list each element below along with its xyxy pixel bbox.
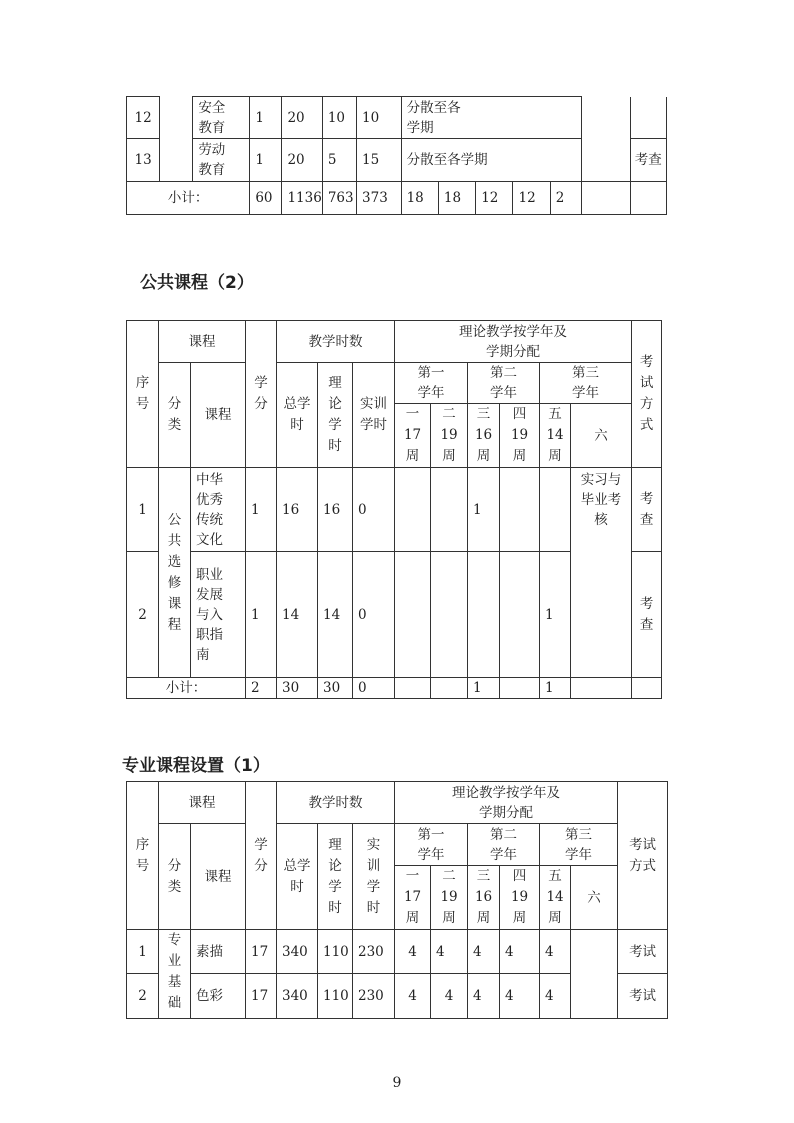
practice-hours-value: 230 [353, 930, 395, 974]
header-year2: 第二 学年 [468, 824, 540, 866]
course-name: 素描 [191, 930, 246, 974]
header-practice-hours: 实 训 学 时 [353, 824, 395, 930]
exam-cell: 考 查 [632, 468, 662, 552]
credit-value: 1 [250, 139, 282, 182]
subtotal-term5: 1 [540, 678, 571, 699]
header-course-name: 课程 [191, 824, 246, 930]
term5-value: 4 [540, 930, 571, 974]
header-theory-hours: 理 论 学 时 [318, 824, 353, 930]
row-number: 2 [127, 974, 159, 1019]
row-number: 1 [127, 930, 159, 974]
subtotal-row [127, 182, 667, 215]
header-distribution: 理论教学按学年及 学期分配 [395, 782, 618, 824]
subtotal-practice: 373 [357, 182, 402, 215]
theory-hours-value: 110 [318, 974, 353, 1019]
term2-value [431, 552, 468, 678]
term4-value: 4 [500, 974, 540, 1019]
section-title-professional-courses: 专业课程设置（1） [122, 756, 270, 776]
subtotal-theory: 763 [322, 182, 356, 215]
subtotal-term2 [431, 678, 468, 699]
table-public-courses [126, 320, 662, 699]
subtotal-term3: 1 [468, 678, 500, 699]
total-hours-value: 14 [277, 552, 318, 678]
header-term1: 一 17 周 [395, 404, 431, 468]
category-professional-foundation: 专 业 基 础 [159, 930, 191, 1019]
header-term2: 二 19 周 [431, 866, 468, 930]
header-theory-hours: 理 论 学 时 [318, 363, 353, 468]
subtotal-practice: 0 [353, 678, 395, 699]
table-row [127, 930, 668, 974]
subtotal-term2: 18 [438, 182, 475, 215]
subtotal-total: 30 [277, 678, 318, 699]
subtotal-term5: 2 [550, 182, 581, 215]
subtotal-total: 1136 [282, 182, 322, 215]
row-number: 1 [127, 468, 159, 552]
header-credit: 学 分 [246, 782, 277, 930]
header-term6: 六 [571, 866, 618, 930]
practice-hours-value: 0 [353, 552, 395, 678]
header-row [127, 363, 662, 404]
subtotal-term3: 12 [476, 182, 513, 215]
practice-hours-value: 230 [353, 974, 395, 1019]
header-practice-hours: 实训 学时 [353, 363, 395, 468]
header-term5: 五 14 周 [540, 404, 571, 468]
internship-cell: 实习与 毕业考 核 [571, 468, 632, 678]
schedule-text: 分散至各学期 [401, 139, 581, 182]
theory-hours-value: 5 [322, 139, 356, 182]
subtotal-credit: 60 [250, 182, 282, 215]
exam-cell [630, 97, 666, 139]
practice-hours-value: 0 [353, 468, 395, 552]
subtotal-exam [632, 678, 662, 699]
exam-cell: 考试 [618, 974, 668, 1019]
category-cell [160, 97, 193, 182]
term4-value [500, 552, 540, 678]
term1-value [395, 552, 431, 678]
term4-value [500, 468, 540, 552]
total-hours-value: 16 [277, 468, 318, 552]
section-title-public-courses: 公共课程（2） [140, 273, 254, 293]
header-row [127, 321, 662, 363]
header-total-hours: 总学 时 [277, 363, 318, 468]
table-general-courses-continued [126, 96, 667, 215]
header-total-hours: 总学 时 [277, 824, 318, 930]
header-year2: 第二 学年 [468, 363, 540, 404]
course-name: 中华 优秀 传统 文化 [191, 468, 246, 552]
row-number: 2 [127, 552, 159, 678]
subtotal-term6 [571, 678, 632, 699]
term2-value: 4 [431, 974, 468, 1019]
term6-cell [581, 97, 630, 182]
total-hours-value: 20 [282, 97, 322, 139]
subtotal-label: 小计： [127, 182, 250, 215]
practice-hours-value: 10 [357, 97, 402, 139]
subtotal-label: 小计： [127, 678, 246, 699]
header-hours: 教学时数 [277, 321, 395, 363]
credit-value: 17 [246, 974, 277, 1019]
subtotal-term4: 12 [513, 182, 550, 215]
header-term2: 二 19 周 [431, 404, 468, 468]
course-name: 色彩 [191, 974, 246, 1019]
term5-value: 1 [540, 552, 571, 678]
header-term1: 一 17 周 [395, 866, 431, 930]
header-seq: 序 号 [127, 321, 159, 468]
header-credit: 学 分 [246, 321, 277, 468]
term1-value: 4 [395, 974, 431, 1019]
subtotal-theory: 30 [318, 678, 353, 699]
theory-hours-value: 110 [318, 930, 353, 974]
credit-value: 17 [246, 930, 277, 974]
schedule-text: 分散至各 学期 [401, 97, 581, 139]
subtotal-term1: 18 [401, 182, 438, 215]
term3-value [468, 552, 500, 678]
course-name: 安全 教育 [193, 97, 250, 139]
header-exam: 考试 方式 [618, 782, 668, 930]
term5-value: 4 [540, 974, 571, 1019]
term1-value [395, 468, 431, 552]
header-term4: 四 19 周 [500, 866, 540, 930]
total-hours-value: 340 [277, 974, 318, 1019]
term2-value: 4 [431, 930, 468, 974]
credit-value: 1 [246, 552, 277, 678]
term6-value [571, 930, 618, 1019]
header-category: 分 类 [159, 824, 191, 930]
header-row [127, 824, 668, 866]
header-course-name: 课程 [191, 363, 246, 468]
header-year3: 第三 学年 [540, 363, 632, 404]
term2-value [431, 468, 468, 552]
exam-cell: 考 查 [632, 552, 662, 678]
practice-hours-value: 15 [357, 139, 402, 182]
subtotal-term6 [581, 182, 630, 215]
theory-hours-value: 10 [322, 97, 356, 139]
header-term5: 五 14 周 [540, 866, 571, 930]
header-course: 课程 [159, 782, 246, 824]
header-term3: 三 16 周 [468, 866, 500, 930]
header-category: 分 类 [159, 363, 191, 468]
credit-value: 1 [246, 468, 277, 552]
credit-value: 1 [250, 97, 282, 139]
category-public-elective: 公 共 选 修 课 程 [159, 468, 191, 678]
page-number: 9 [392, 1075, 402, 1091]
term3-value: 4 [468, 974, 500, 1019]
header-seq: 序 号 [127, 782, 159, 930]
table-professional-courses [126, 781, 668, 1019]
term3-value: 4 [468, 930, 500, 974]
theory-hours-value: 16 [318, 468, 353, 552]
header-distribution: 理论教学按学年及 学期分配 [395, 321, 632, 363]
subtotal-term4 [500, 678, 540, 699]
header-year1: 第一 学年 [395, 824, 468, 866]
header-course: 课程 [159, 321, 246, 363]
total-hours-value: 20 [282, 139, 322, 182]
header-term4: 四 19 周 [500, 404, 540, 468]
exam-cell: 考查 [630, 139, 666, 182]
term1-value: 4 [395, 930, 431, 974]
term3-value: 1 [468, 468, 500, 552]
header-term3: 三 16 周 [468, 404, 500, 468]
subtotal-row [127, 678, 662, 699]
header-exam: 考 试 方 式 [632, 321, 662, 468]
header-year1: 第一 学年 [395, 363, 468, 404]
subtotal-exam [630, 182, 666, 215]
header-row [127, 782, 668, 824]
term5-value [540, 468, 571, 552]
exam-cell: 考试 [618, 930, 668, 974]
course-name: 职业 发展 与入 职指 南 [191, 552, 246, 678]
course-name: 劳动 教育 [193, 139, 250, 182]
header-hours: 教学时数 [277, 782, 395, 824]
table-row [127, 468, 662, 552]
header-term6: 六 [571, 404, 632, 468]
header-year3: 第三 学年 [540, 824, 618, 866]
total-hours-value: 340 [277, 930, 318, 974]
row-number: 13 [127, 139, 160, 182]
subtotal-credit: 2 [246, 678, 277, 699]
table-row [127, 97, 667, 139]
row-number: 12 [127, 97, 160, 139]
theory-hours-value: 14 [318, 552, 353, 678]
subtotal-term1 [395, 678, 431, 699]
term4-value: 4 [500, 930, 540, 974]
